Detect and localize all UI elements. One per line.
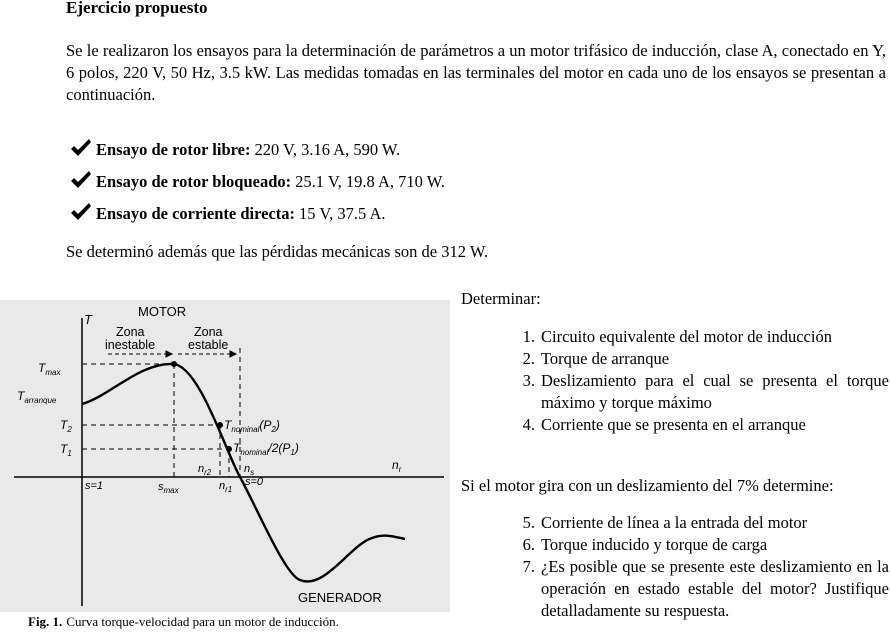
test-item	[70, 134, 445, 166]
tmax-point	[171, 361, 177, 367]
caption-label: Fig. 1.	[28, 614, 63, 629]
test-label: Ensayo de rotor libre:	[96, 140, 251, 159]
test-item	[70, 198, 445, 230]
test-label: Ensayo de corriente directa:	[96, 204, 296, 223]
test-value: 25.1 V, 19.8 A, 710 W.	[295, 172, 445, 191]
t-axis-label: T	[84, 312, 92, 327]
figure-caption	[28, 614, 339, 630]
list-item: 5. Corriente de línea a la entrada del motor	[522, 513, 808, 532]
s0-label: s=0	[245, 476, 264, 488]
test-value: 15 V, 37.5 A.	[299, 204, 386, 223]
determine-heading: Determinar:	[461, 289, 541, 308]
list-item: 7. ¿Es posible que se presente este deslizamiento en la operación en estado estable del motor? Justifique detalladamente su respuesta.	[522, 557, 889, 620]
slip-question: Si el motor gira con un deslizamiento del 7% determine:	[461, 476, 834, 495]
list-item: 2. Torque de arranque	[522, 349, 670, 368]
motor-label: MOTOR	[138, 304, 187, 319]
tnominal-p2-label: $T_{nominal}(P_2)$	[224, 418, 280, 434]
nr1-label: $n_{r1}$	[219, 480, 233, 494]
caption-text: Curva torque-velocidad para un motor de inducción.	[66, 614, 339, 629]
checkmark-icon	[70, 170, 96, 195]
ns-label: $n_s$	[244, 463, 255, 477]
zone-stable-label-2: estable	[188, 338, 229, 352]
exercise-title: Ejercicio propuesto	[66, 0, 208, 17]
zone-unstable-label: Zona	[116, 325, 145, 339]
smax-label: $s_{max}$	[158, 481, 179, 495]
t1-label: $T_1$	[60, 442, 72, 458]
nr-axis-label: $n_r$	[392, 458, 402, 474]
zone-unstable-label-2: inestable	[105, 338, 156, 352]
intro-paragraph: Se le realizaron los ensayos para la determinación de parámetros a un motor trifásico de inducción, clase A, conectado en Y, 6 polos, 220 V, 50 Hz, 3.5 kW. Las medidas tomadas en las terminales del motor en cada uno de los ensayos se presentan a continuación.	[66, 41, 886, 104]
checkmark-icon	[70, 202, 96, 227]
test-label: Ensayo de rotor bloqueado:	[96, 172, 292, 191]
tmax-label: $T_{max}$	[38, 361, 61, 377]
test-value: 220 V, 3.16 A, 590 W.	[254, 140, 401, 159]
test-list	[70, 134, 445, 230]
list-item: 1. Circuito equivalente del motor de inducción	[522, 327, 832, 346]
torque-speed-figure	[0, 300, 450, 617]
determine-list	[461, 326, 889, 436]
tnominal-half-point	[226, 446, 232, 452]
tarranque-label: $T_{arranque}$	[17, 389, 57, 405]
torque-speed-diagram	[0, 300, 450, 612]
list-item: 4. Corriente que se presenta en el arranque	[522, 415, 806, 434]
generator-label: GENERADOR	[298, 590, 382, 605]
slip-list	[461, 512, 889, 622]
nr2-label: $n_{r2}$	[198, 463, 212, 477]
mechanical-losses: Se determinó además que las pérdidas mecánicas son de 312 W.	[66, 242, 489, 261]
list-item: 6. Torque inducido y torque de carga	[522, 535, 768, 554]
t2-label: $T_2$	[60, 418, 72, 434]
tnominal-half-label: $T_{nominal}/2(P_1)$	[233, 441, 299, 457]
list-item: 3. Deslizamiento para el cual se presenta el torque máximo y torque máximo	[522, 371, 889, 412]
test-item	[70, 166, 445, 198]
zone-stable-label: Zona	[194, 325, 223, 339]
s1-label: s=1	[85, 480, 104, 492]
tnominal-point	[217, 422, 223, 428]
checkmark-icon	[70, 138, 96, 163]
